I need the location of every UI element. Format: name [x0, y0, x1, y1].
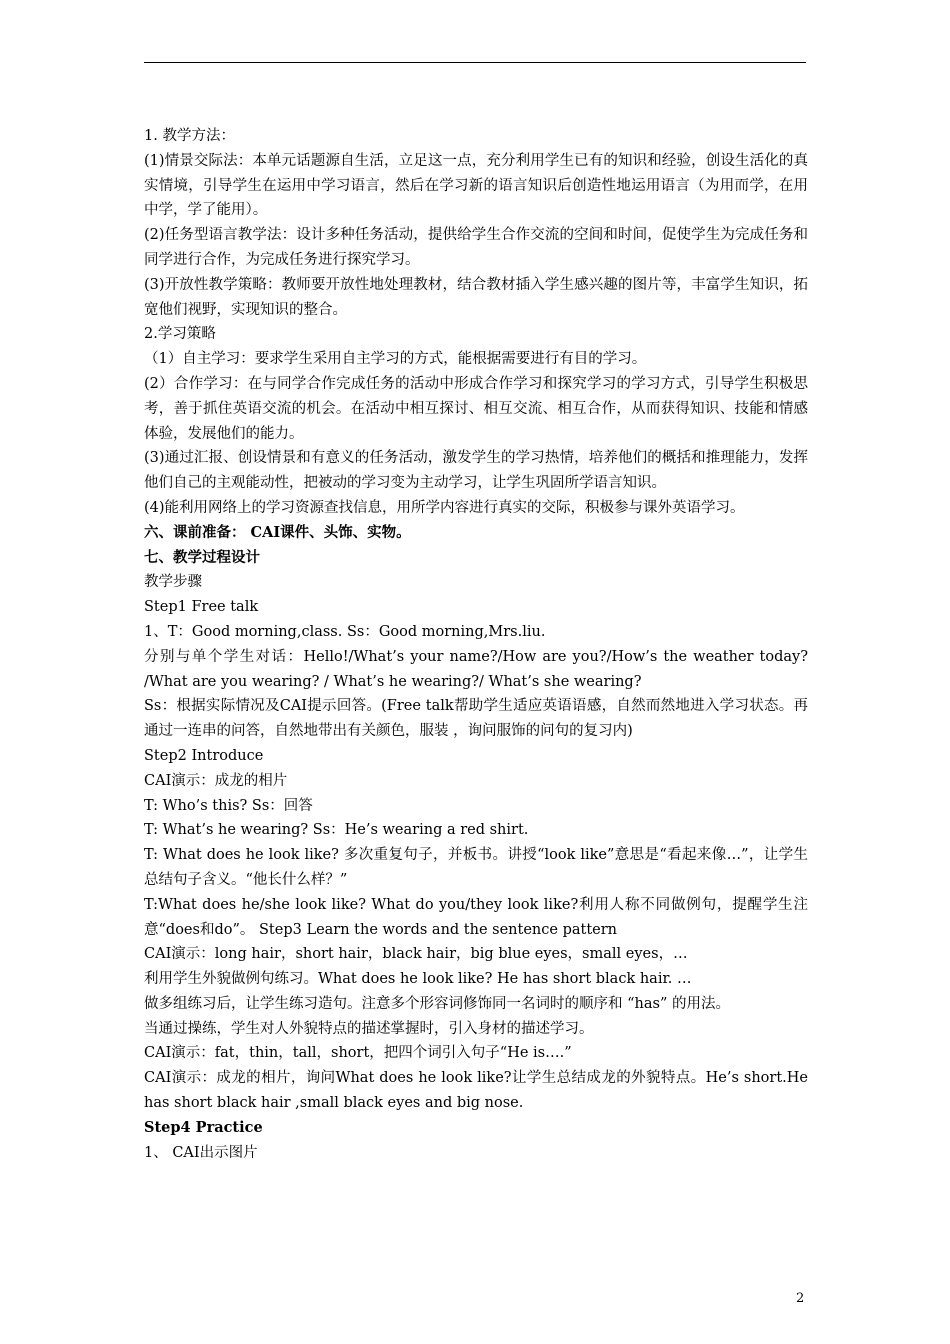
text-line: CAI演示：long hair，short hair，black hair，big blue eyes，small eyes，… [144, 946, 688, 963]
text-line: CAI演示：成龙的相片，询问What does he look like?让学生总结成龙的外貌特点。He’s short.He has short black hair ,small black eyes and big nose. [144, 1070, 808, 1112]
text-line: 教学步骤 [144, 574, 202, 591]
text-line: 2.学习策略 [144, 326, 216, 343]
text-line: 1、T：Good morning,class. Ss：Good morning,Mrs.liu. [144, 623, 546, 640]
text-line: T: What does he look like? 多次重复句子，并板书。讲授“look like”意思是“看起来像…”，让学生总结句子含义。“他长什么样？” [144, 847, 808, 888]
text-line: Step1 Free talk [144, 599, 259, 616]
text-line: （1）自主学习：要求学生采用自主学习的方式，能根据需要进行有目的学习。 [144, 351, 647, 368]
text-line: 1、 CAI出示图片 [144, 1144, 258, 1161]
text-line: (3)开放性教学策略：教师要开放性地处理教材，结合教材插入学生感兴趣的图片等，丰富学生知识，拓宽他们视野，实现知识的整合。 [144, 276, 808, 318]
text-line: Step4 Practice [144, 1118, 263, 1136]
text-line: 做多组练习后，让学生练习造句。注意多个形容词修饰同一名词时的顺序和 “has” 的用法。 [144, 995, 730, 1012]
text-line: (2)任务型语言教学法：设计多种任务活动，提供给学生合作交流的空间和时间，促使学生为完成任务和同学进行合作，为完成任务进行探究学习。 [144, 227, 808, 268]
text-line: 1. 教学方法： [144, 128, 235, 144]
text-line: (1)情景交际法：本单元话题源自生活，立足这一点，充分利用学生已有的知识和经验，创设生活化的真实情境，引导学生在运用中学习语言，然后在学习新的语言知识后创造性地运用语言（为用而学，在用中学，学了能用）。 [144, 152, 808, 219]
text-line: (4)能利用网络上的学习资源查找信息，用所学内容进行真实的交际，积极参与课外英语学习。 [144, 499, 745, 516]
text-line: (2）合作学习：在与同学合作完成任务的活动中形成合作学习和探究学习的学习方式，引导学生积极思考，善于抓住英语交流的机会。在活动中相互探讨、相互交流、相互合作，从而获得知识、技能和情感体验，发展他们的能力。 [144, 375, 808, 442]
text-line: T: What’s he wearing? Ss：He’s wearing a red shirt. [144, 822, 529, 839]
text-line: (3)通过汇报、创设情景和有意义的任务活动，激发学生的学习热情，培养他们的概括和推理能力，发挥他们自己的主观能动性，把被动的学习变为主动学习，让学生巩固所学语言知识。 [144, 450, 808, 492]
text-line: 利用学生外貌做例句练习。What does he look like? He has short black hair. … [144, 971, 692, 988]
text-line: CAI演示：fat，thin，tall，short，把四个词引入句子“He is….” [144, 1045, 572, 1062]
text-line: T: Who’s this? Ss：回答 [144, 797, 313, 814]
text-line: 当通过操练，学生对人外貌特点的描述掌握时，引入身材的描述学习。 [144, 1020, 594, 1037]
text-line: T:What does he/she look like? What do you/they look like?利用人称不同做例句，提醒学生注意“does和do”。 Step3 Learn the words and the sentence pattern [144, 896, 808, 938]
document-body [144, 124, 808, 1165]
text-line: 七、教学过程设计 [144, 548, 260, 566]
text-line: Step2 Introduce [144, 747, 264, 764]
header-rule [144, 62, 806, 63]
text-line: Ss：根据实际情况及CAI提示回答。(Free talk帮助学生适应英语语感，自然而然地进入学习状态。再通过一连串的问答，自然地带出有关颜色，服装 ，询问服饰的问句的复习内) [144, 698, 808, 740]
text-line: CAI演示：成龙的相片 [144, 772, 288, 789]
text-line: 分别与单个学生对话：Hello!/What’s your name?/How are you?/How’s the weather today? /What are you wearing? / What’s he wearing?/ What’s she wearing? [144, 648, 808, 690]
text-line: 六、课前准备： CAI课件、头饰、实物。 [144, 523, 411, 541]
page-number: 2 [796, 1291, 805, 1306]
